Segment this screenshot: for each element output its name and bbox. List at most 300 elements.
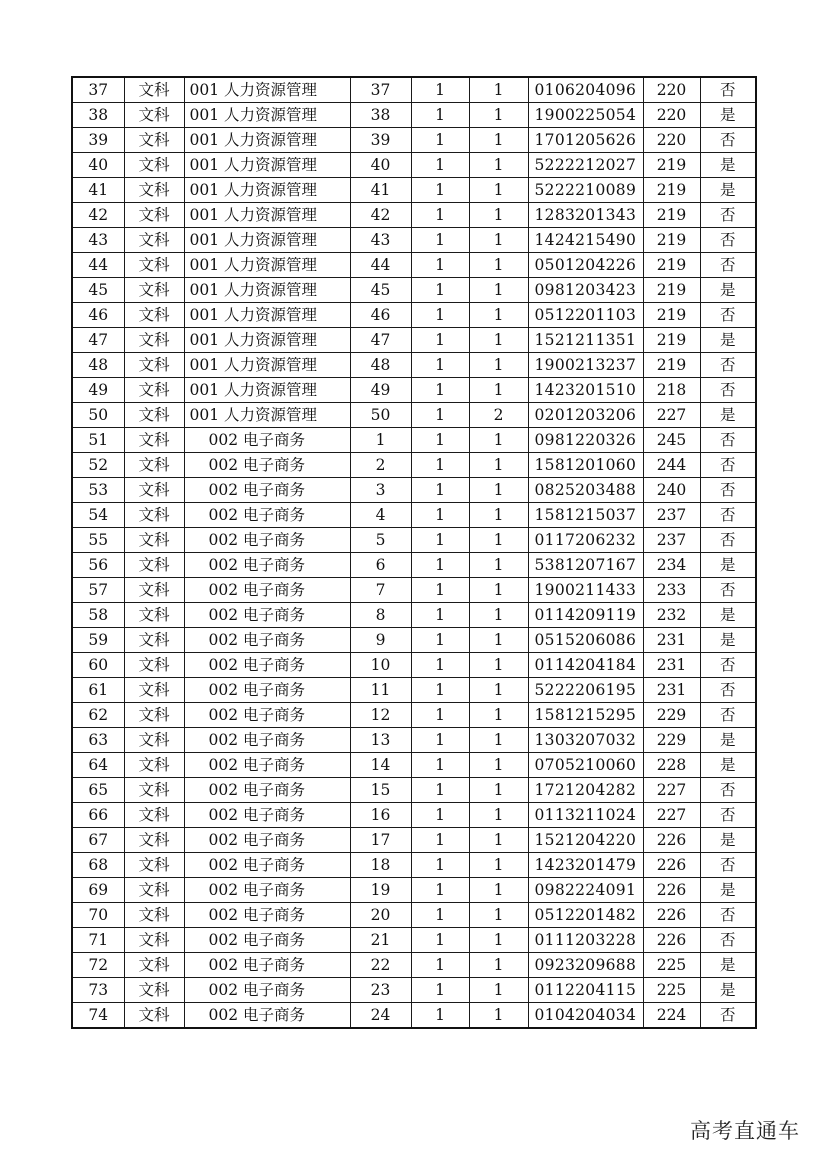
admission-number-cell: 0112204115 (528, 978, 643, 1003)
admission-table (71, 76, 757, 1029)
score-cell: 234 (643, 553, 700, 578)
score-cell: 245 (643, 428, 700, 453)
admission-number-cell: 1581201060 (528, 453, 643, 478)
admission-number-cell: 1900211433 (528, 578, 643, 603)
flag-cell: 否 (700, 228, 756, 253)
admission-number-cell: 0705210060 (528, 753, 643, 778)
choice-cell: 1 (469, 203, 528, 228)
category-cell: 文科 (124, 378, 184, 403)
admission-number-cell: 1721204282 (528, 778, 643, 803)
count-cell: 1 (411, 278, 469, 303)
choice-cell: 1 (469, 953, 528, 978)
score-cell: 219 (643, 178, 700, 203)
choice-cell: 1 (469, 77, 528, 103)
major-rank-cell: 8 (350, 603, 411, 628)
major-rank-cell: 10 (350, 653, 411, 678)
table-row (72, 578, 756, 603)
count-cell: 1 (411, 228, 469, 253)
seq-cell: 60 (72, 653, 124, 678)
score-cell: 225 (643, 953, 700, 978)
count-cell: 1 (411, 428, 469, 453)
major-rank-cell: 18 (350, 853, 411, 878)
major-rank-cell: 50 (350, 403, 411, 428)
count-cell: 1 (411, 303, 469, 328)
major-rank-cell: 49 (350, 378, 411, 403)
major-rank-cell: 17 (350, 828, 411, 853)
major-rank-cell: 45 (350, 278, 411, 303)
choice-cell: 1 (469, 803, 528, 828)
count-cell: 1 (411, 203, 469, 228)
watermark-text: 高考直通车 (690, 1119, 800, 1143)
major-cell: 002 电子商务 (184, 778, 350, 803)
choice-cell: 1 (469, 678, 528, 703)
major-rank-cell: 44 (350, 253, 411, 278)
major-cell: 002 电子商务 (184, 803, 350, 828)
flag-cell: 否 (700, 453, 756, 478)
flag-cell: 否 (700, 578, 756, 603)
flag-cell: 是 (700, 328, 756, 353)
choice-cell: 1 (469, 1003, 528, 1029)
count-cell: 1 (411, 478, 469, 503)
category-cell: 文科 (124, 178, 184, 203)
admission-number-cell: 5222212027 (528, 153, 643, 178)
major-rank-cell: 2 (350, 453, 411, 478)
score-cell: 219 (643, 228, 700, 253)
major-cell: 001 人力资源管理 (184, 353, 350, 378)
major-cell: 002 电子商务 (184, 753, 350, 778)
table-row (72, 77, 756, 103)
table-row (72, 353, 756, 378)
score-cell: 220 (643, 103, 700, 128)
seq-cell: 41 (72, 178, 124, 203)
major-rank-cell: 11 (350, 678, 411, 703)
flag-cell: 否 (700, 928, 756, 953)
category-cell: 文科 (124, 828, 184, 853)
admission-number-cell: 5381207167 (528, 553, 643, 578)
count-cell: 1 (411, 103, 469, 128)
score-cell: 228 (643, 753, 700, 778)
seq-cell: 71 (72, 928, 124, 953)
admission-number-cell: 0512201482 (528, 903, 643, 928)
major-rank-cell: 1 (350, 428, 411, 453)
table-row (72, 203, 756, 228)
major-cell: 002 电子商务 (184, 553, 350, 578)
score-cell: 226 (643, 828, 700, 853)
flag-cell: 是 (700, 878, 756, 903)
count-cell: 1 (411, 178, 469, 203)
major-cell: 001 人力资源管理 (184, 77, 350, 103)
flag-cell: 否 (700, 803, 756, 828)
flag-cell: 是 (700, 153, 756, 178)
admission-number-cell: 0106204096 (528, 77, 643, 103)
major-rank-cell: 6 (350, 553, 411, 578)
major-rank-cell: 23 (350, 978, 411, 1003)
admission-number-cell: 1581215295 (528, 703, 643, 728)
admission-number-cell: 0111203228 (528, 928, 643, 953)
major-cell: 001 人力资源管理 (184, 303, 350, 328)
table-row (72, 103, 756, 128)
category-cell: 文科 (124, 353, 184, 378)
major-rank-cell: 5 (350, 528, 411, 553)
flag-cell: 否 (700, 528, 756, 553)
major-cell: 002 电子商务 (184, 653, 350, 678)
flag-cell: 否 (700, 203, 756, 228)
count-cell: 1 (411, 778, 469, 803)
flag-cell: 否 (700, 478, 756, 503)
major-cell: 001 人力资源管理 (184, 203, 350, 228)
category-cell: 文科 (124, 203, 184, 228)
table-row (72, 278, 756, 303)
table-row (72, 603, 756, 628)
seq-cell: 64 (72, 753, 124, 778)
count-cell: 1 (411, 703, 469, 728)
count-cell: 1 (411, 603, 469, 628)
major-cell: 002 电子商务 (184, 903, 350, 928)
choice-cell: 1 (469, 978, 528, 1003)
table-row (72, 403, 756, 428)
seq-cell: 62 (72, 703, 124, 728)
major-cell: 002 电子商务 (184, 978, 350, 1003)
score-cell: 231 (643, 678, 700, 703)
seq-cell: 47 (72, 328, 124, 353)
seq-cell: 59 (72, 628, 124, 653)
choice-cell: 1 (469, 778, 528, 803)
choice-cell: 2 (469, 403, 528, 428)
seq-cell: 67 (72, 828, 124, 853)
choice-cell: 1 (469, 878, 528, 903)
score-cell: 227 (643, 403, 700, 428)
score-cell: 227 (643, 778, 700, 803)
major-rank-cell: 13 (350, 728, 411, 753)
score-cell: 227 (643, 803, 700, 828)
choice-cell: 1 (469, 253, 528, 278)
admission-number-cell: 1701205626 (528, 128, 643, 153)
count-cell: 1 (411, 653, 469, 678)
choice-cell: 1 (469, 528, 528, 553)
admission-number-cell: 0923209688 (528, 953, 643, 978)
seq-cell: 70 (72, 903, 124, 928)
count-cell: 1 (411, 128, 469, 153)
count-cell: 1 (411, 403, 469, 428)
major-cell: 001 人力资源管理 (184, 253, 350, 278)
admission-number-cell: 0113211024 (528, 803, 643, 828)
major-rank-cell: 46 (350, 303, 411, 328)
major-cell: 001 人力资源管理 (184, 278, 350, 303)
admission-number-cell: 0104204034 (528, 1003, 643, 1029)
major-cell: 002 电子商务 (184, 453, 350, 478)
category-cell: 文科 (124, 953, 184, 978)
flag-cell: 是 (700, 178, 756, 203)
score-cell: 240 (643, 478, 700, 503)
admission-number-cell: 1423201479 (528, 853, 643, 878)
flag-cell: 否 (700, 653, 756, 678)
choice-cell: 1 (469, 578, 528, 603)
flag-cell: 否 (700, 678, 756, 703)
count-cell: 1 (411, 978, 469, 1003)
major-cell: 002 电子商务 (184, 1003, 350, 1029)
count-cell: 1 (411, 928, 469, 953)
category-cell: 文科 (124, 903, 184, 928)
major-cell: 002 电子商务 (184, 703, 350, 728)
admission-number-cell: 0114209119 (528, 603, 643, 628)
table-row (72, 853, 756, 878)
major-rank-cell: 47 (350, 328, 411, 353)
major-rank-cell: 39 (350, 128, 411, 153)
major-cell: 001 人力资源管理 (184, 378, 350, 403)
score-cell: 219 (643, 153, 700, 178)
category-cell: 文科 (124, 653, 184, 678)
count-cell: 1 (411, 828, 469, 853)
table-row (72, 928, 756, 953)
flag-cell: 否 (700, 853, 756, 878)
category-cell: 文科 (124, 853, 184, 878)
category-cell: 文科 (124, 328, 184, 353)
flag-cell: 否 (700, 903, 756, 928)
seq-cell: 46 (72, 303, 124, 328)
count-cell: 1 (411, 328, 469, 353)
seq-cell: 53 (72, 478, 124, 503)
major-cell: 002 电子商务 (184, 428, 350, 453)
table-row (72, 903, 756, 928)
seq-cell: 55 (72, 528, 124, 553)
flag-cell: 否 (700, 378, 756, 403)
seq-cell: 43 (72, 228, 124, 253)
choice-cell: 1 (469, 903, 528, 928)
major-cell: 001 人力资源管理 (184, 228, 350, 253)
seq-cell: 72 (72, 953, 124, 978)
major-cell: 001 人力资源管理 (184, 128, 350, 153)
category-cell: 文科 (124, 728, 184, 753)
count-cell: 1 (411, 528, 469, 553)
count-cell: 1 (411, 1003, 469, 1029)
category-cell: 文科 (124, 528, 184, 553)
score-cell: 219 (643, 303, 700, 328)
count-cell: 1 (411, 453, 469, 478)
major-rank-cell: 4 (350, 503, 411, 528)
score-cell: 225 (643, 978, 700, 1003)
table-row (72, 378, 756, 403)
count-cell: 1 (411, 77, 469, 103)
count-cell: 1 (411, 803, 469, 828)
table-row (72, 628, 756, 653)
seq-cell: 51 (72, 428, 124, 453)
score-cell: 226 (643, 878, 700, 903)
choice-cell: 1 (469, 928, 528, 953)
choice-cell: 1 (469, 853, 528, 878)
choice-cell: 1 (469, 353, 528, 378)
choice-cell: 1 (469, 228, 528, 253)
choice-cell: 1 (469, 628, 528, 653)
flag-cell: 是 (700, 278, 756, 303)
admission-number-cell: 1424215490 (528, 228, 643, 253)
major-cell: 002 电子商务 (184, 828, 350, 853)
major-rank-cell: 16 (350, 803, 411, 828)
seq-cell: 73 (72, 978, 124, 1003)
count-cell: 1 (411, 378, 469, 403)
count-cell: 1 (411, 753, 469, 778)
admission-number-cell: 0117206232 (528, 528, 643, 553)
score-cell: 226 (643, 903, 700, 928)
choice-cell: 1 (469, 378, 528, 403)
major-cell: 002 电子商务 (184, 728, 350, 753)
count-cell: 1 (411, 903, 469, 928)
flag-cell: 否 (700, 128, 756, 153)
table-row (72, 253, 756, 278)
category-cell: 文科 (124, 553, 184, 578)
score-cell: 229 (643, 728, 700, 753)
seq-cell: 50 (72, 403, 124, 428)
major-rank-cell: 14 (350, 753, 411, 778)
major-cell: 001 人力资源管理 (184, 153, 350, 178)
choice-cell: 1 (469, 478, 528, 503)
count-cell: 1 (411, 728, 469, 753)
choice-cell: 1 (469, 103, 528, 128)
score-cell: 219 (643, 278, 700, 303)
category-cell: 文科 (124, 128, 184, 153)
seq-cell: 65 (72, 778, 124, 803)
table-row (72, 653, 756, 678)
flag-cell: 是 (700, 553, 756, 578)
category-cell: 文科 (124, 153, 184, 178)
major-cell: 002 电子商务 (184, 503, 350, 528)
admission-number-cell: 5222206195 (528, 678, 643, 703)
seq-cell: 39 (72, 128, 124, 153)
category-cell: 文科 (124, 628, 184, 653)
admission-number-cell: 1900225054 (528, 103, 643, 128)
choice-cell: 1 (469, 153, 528, 178)
count-cell: 1 (411, 953, 469, 978)
table-row (72, 478, 756, 503)
count-cell: 1 (411, 153, 469, 178)
flag-cell: 否 (700, 703, 756, 728)
seq-cell: 38 (72, 103, 124, 128)
score-cell: 220 (643, 128, 700, 153)
choice-cell: 1 (469, 328, 528, 353)
score-cell: 219 (643, 253, 700, 278)
major-rank-cell: 3 (350, 478, 411, 503)
choice-cell: 1 (469, 828, 528, 853)
table-row (72, 978, 756, 1003)
category-cell: 文科 (124, 878, 184, 903)
count-cell: 1 (411, 553, 469, 578)
count-cell: 1 (411, 503, 469, 528)
seq-cell: 74 (72, 1003, 124, 1029)
table-row (72, 703, 756, 728)
major-cell: 002 电子商务 (184, 578, 350, 603)
category-cell: 文科 (124, 278, 184, 303)
seq-cell: 42 (72, 203, 124, 228)
flag-cell: 是 (700, 953, 756, 978)
flag-cell: 否 (700, 303, 756, 328)
admission-number-cell: 1423201510 (528, 378, 643, 403)
choice-cell: 1 (469, 553, 528, 578)
table-row (72, 178, 756, 203)
admission-number-cell: 0512201103 (528, 303, 643, 328)
seq-cell: 57 (72, 578, 124, 603)
flag-cell: 是 (700, 628, 756, 653)
admission-number-cell: 1581215037 (528, 503, 643, 528)
seq-cell: 48 (72, 353, 124, 378)
category-cell: 文科 (124, 253, 184, 278)
major-cell: 002 电子商务 (184, 928, 350, 953)
score-cell: 224 (643, 1003, 700, 1029)
major-rank-cell: 7 (350, 578, 411, 603)
major-cell: 002 电子商务 (184, 678, 350, 703)
admission-number-cell: 0981220326 (528, 428, 643, 453)
count-cell: 1 (411, 578, 469, 603)
category-cell: 文科 (124, 978, 184, 1003)
category-cell: 文科 (124, 428, 184, 453)
table-row (72, 1003, 756, 1029)
seq-cell: 52 (72, 453, 124, 478)
category-cell: 文科 (124, 928, 184, 953)
count-cell: 1 (411, 628, 469, 653)
table-body (72, 77, 756, 1028)
table-row (72, 303, 756, 328)
major-rank-cell: 48 (350, 353, 411, 378)
flag-cell: 否 (700, 1003, 756, 1029)
flag-cell: 否 (700, 253, 756, 278)
score-cell: 231 (643, 628, 700, 653)
major-cell: 001 人力资源管理 (184, 403, 350, 428)
choice-cell: 1 (469, 728, 528, 753)
seq-cell: 56 (72, 553, 124, 578)
category-cell: 文科 (124, 303, 184, 328)
score-cell: 232 (643, 603, 700, 628)
score-cell: 220 (643, 77, 700, 103)
table-row (72, 728, 756, 753)
choice-cell: 1 (469, 603, 528, 628)
seq-cell: 68 (72, 853, 124, 878)
seq-cell: 69 (72, 878, 124, 903)
major-cell: 002 电子商务 (184, 478, 350, 503)
seq-cell: 49 (72, 378, 124, 403)
table-row (72, 828, 756, 853)
category-cell: 文科 (124, 578, 184, 603)
table-row (72, 803, 756, 828)
category-cell: 文科 (124, 103, 184, 128)
flag-cell: 否 (700, 353, 756, 378)
score-cell: 237 (643, 503, 700, 528)
category-cell: 文科 (124, 678, 184, 703)
category-cell: 文科 (124, 803, 184, 828)
count-cell: 1 (411, 853, 469, 878)
score-cell: 226 (643, 853, 700, 878)
major-rank-cell: 21 (350, 928, 411, 953)
major-rank-cell: 15 (350, 778, 411, 803)
major-rank-cell: 40 (350, 153, 411, 178)
score-cell: 219 (643, 328, 700, 353)
major-cell: 001 人力资源管理 (184, 103, 350, 128)
category-cell: 文科 (124, 603, 184, 628)
table-row (72, 953, 756, 978)
admission-number-cell: 1303207032 (528, 728, 643, 753)
choice-cell: 1 (469, 128, 528, 153)
score-cell: 237 (643, 528, 700, 553)
count-cell: 1 (411, 353, 469, 378)
choice-cell: 1 (469, 428, 528, 453)
category-cell: 文科 (124, 703, 184, 728)
table-row (72, 753, 756, 778)
category-cell: 文科 (124, 403, 184, 428)
seq-cell: 54 (72, 503, 124, 528)
admission-number-cell: 5222210089 (528, 178, 643, 203)
table-row (72, 128, 756, 153)
category-cell: 文科 (124, 753, 184, 778)
score-cell: 219 (643, 353, 700, 378)
major-rank-cell: 22 (350, 953, 411, 978)
score-cell: 218 (643, 378, 700, 403)
